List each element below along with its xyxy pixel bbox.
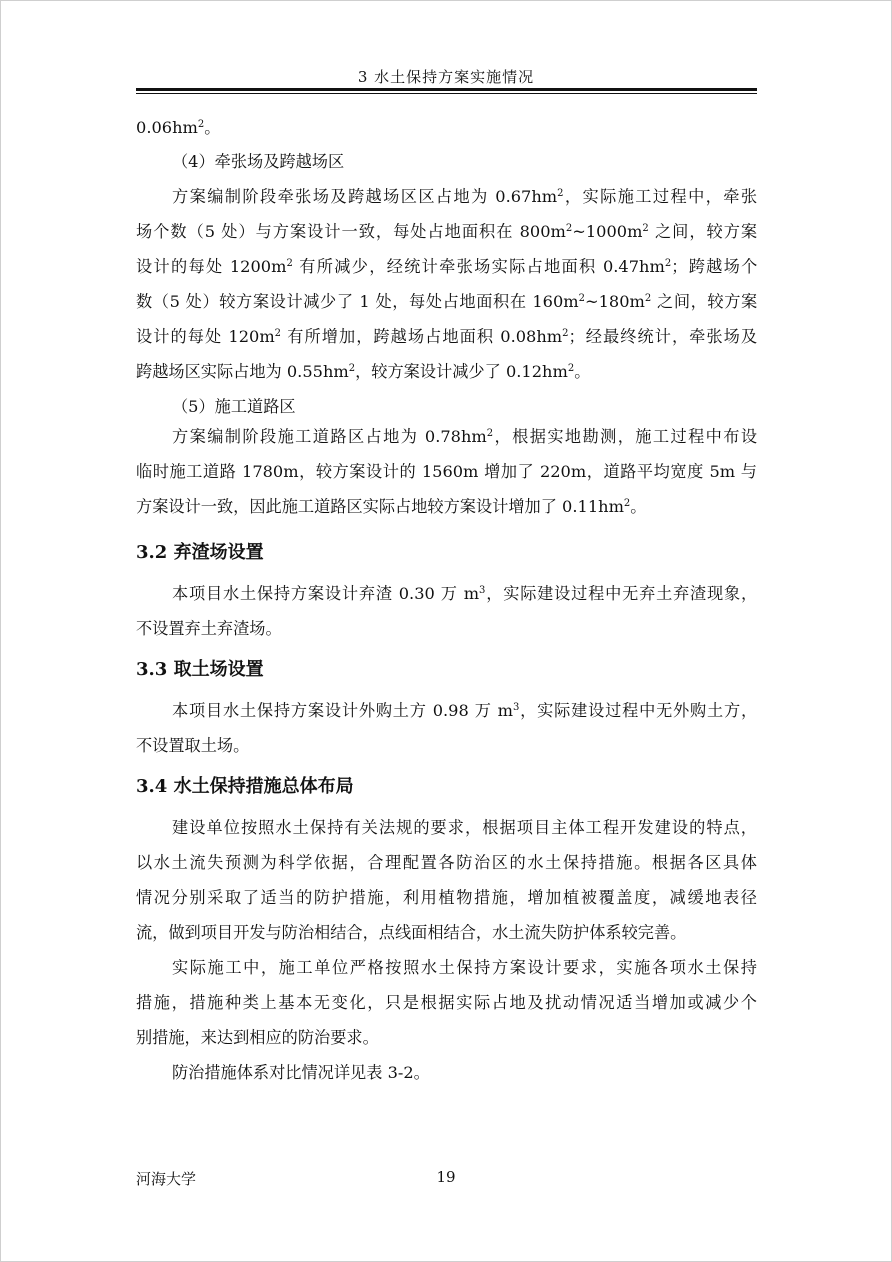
body-line: 以水土流失预测为科学依据，合理配置各防治区的水土保持措施。根据各区具体 (136, 853, 757, 872)
section-heading: 3.4 水土保持措施总体布局 (136, 776, 354, 797)
body-line: 防治措施体系对比情况详见表 3-2。 (172, 1063, 430, 1082)
body-line: 场个数（5 处）与方案设计一致，每处占地面积在 $800m^2\sim 1000m^2$ 之间，较方案 (136, 222, 757, 241)
body-line: 情况分别采取了适当的防护措施，利用植物措施，增加植被覆盖度，减缓地表径 (136, 888, 757, 907)
body-line: 实际施工中，施工单位严格按照水土保持方案设计要求，实施各项水土保持 (172, 958, 757, 977)
page-number: 19 (436, 1168, 456, 1186)
section-heading: 3.2 弃渣场设置 (136, 542, 264, 563)
body-line: 方案编制阶段施工道路区占地为 $0.78hm^2$，根据实地勘测，施工过程中布设 (172, 427, 757, 446)
body-line: 设计的每处 $1200m^2$ 有所减少，经统计牵张场实际占地面积 $0.47hm^2$；跨越场个 (136, 257, 757, 276)
subsection-label: （5）施工道路区 (172, 397, 296, 416)
body-line: 不设置弃土弃渣场。 (136, 619, 282, 638)
body-line: 建设单位按照水土保持有关法规的要求，根据项目主体工程开发建设的特点， (172, 818, 757, 837)
body-line: 方案编制阶段牵张场及跨越场区区占地为 $0.67hm^2$，实际施工过程中，牵张 (172, 187, 757, 206)
header-rule-thin (136, 93, 757, 94)
body-line: 措施，措施种类上基本无变化，只是根据实际占地及扰动情况适当增加或减少个 (136, 993, 757, 1012)
body-line: 流，做到项目开发与防治相结合，点线面相结合，水土流失防护体系较完善。 (136, 923, 687, 942)
footer-institution: 河海大学 (136, 1170, 197, 1188)
body-line: 别措施，来达到相应的防治要求。 (136, 1028, 379, 1047)
section-heading: 3.3 取土场设置 (136, 659, 264, 680)
subsection-label: （4）牵张场及跨越场区 (172, 152, 345, 171)
body-line: 本项目水土保持方案设计外购土方 0.98 万 $m^3$，实际建设过程中无外购土方， (172, 701, 757, 720)
body-line: 数（5 处）较方案设计减少了 1 处，每处占地面积在 $160m^2\sim 180m^2$ 之间，较方案 (136, 292, 757, 311)
body-line: 设计的每处 $120m^2$ 有所增加，跨越场占地面积 $0.08hm^2$；经最终统计，牵张场及 (136, 327, 757, 346)
body-line: 本项目水土保持方案设计弃渣 0.30 万 $m^3$，实际建设过程中无弃土弃渣现象， (172, 584, 757, 603)
header-rule-thick (136, 88, 757, 91)
body-line: 跨越场区实际占地为 $0.55hm^2$，较方案设计减少了 $0.12hm^2$。 (136, 362, 591, 381)
body-line: 方案设计一致，因此施工道路区实际占地较方案设计增加了 $0.11hm^2$。 (136, 497, 647, 516)
running-header: 3 水土保持方案实施情况 (357, 68, 535, 86)
body-line: $0.06hm^2$。 (136, 118, 221, 137)
body-line: 临时施工道路 1780m，较方案设计的 1560m 增加了 220m，道路平均宽度 5m 与 (136, 462, 757, 481)
body-line: 不设置取土场。 (136, 736, 250, 755)
